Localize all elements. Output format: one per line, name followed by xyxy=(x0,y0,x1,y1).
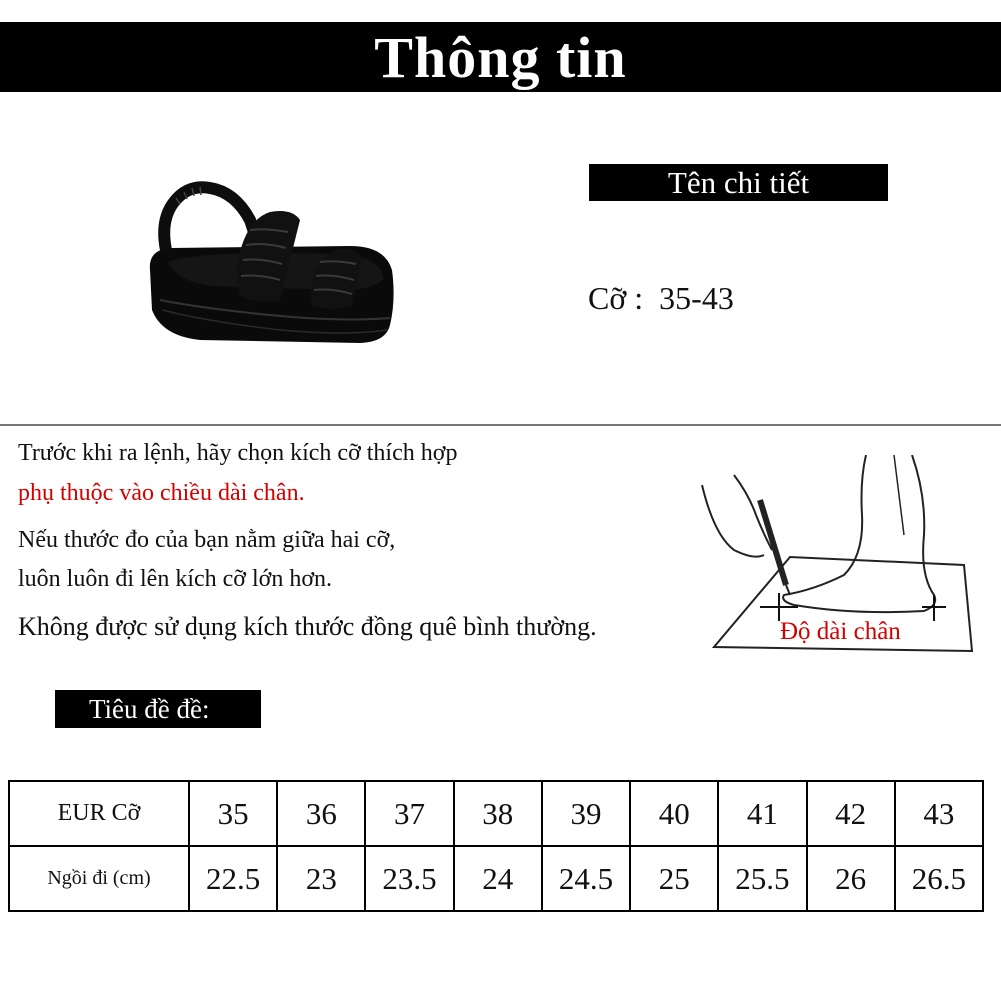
eur-size-cell: 39 xyxy=(542,781,630,846)
size-chart-subtitle: Tiêu đề đề: xyxy=(55,690,261,728)
foot-length-label: Độ dài chân xyxy=(780,618,901,645)
eur-size-cell: 43 xyxy=(895,781,983,846)
page-title-banner xyxy=(0,22,1001,92)
table-row-eur xyxy=(9,781,983,846)
row-label-cm: Ngồi đi (cm) xyxy=(9,846,189,911)
eur-size-cell: 38 xyxy=(454,781,542,846)
sandal-product-image xyxy=(140,150,430,350)
cm-length-cell: 26.5 xyxy=(895,846,983,911)
detail-tag xyxy=(589,164,888,201)
eur-size-cell: 37 xyxy=(365,781,453,846)
cm-length-cell: 24 xyxy=(454,846,542,911)
section-divider xyxy=(0,424,1001,426)
eur-size-cell: 42 xyxy=(807,781,895,846)
instruction-line-5: Không được sử dụng kích thước đồng quê bình thường. xyxy=(18,612,597,641)
size-range: Cỡ : 35-43 xyxy=(588,280,734,316)
eur-size-cell: 36 xyxy=(277,781,365,846)
size-chart-table xyxy=(8,780,984,912)
cm-length-cell: 25 xyxy=(630,846,718,911)
eur-size-cell: 41 xyxy=(718,781,806,846)
cm-length-cell: 23 xyxy=(277,846,365,911)
instruction-line-3: Nếu thước đo của bạn nằm giữa hai cỡ, xyxy=(18,527,396,553)
instruction-line-4: luôn luôn đi lên kích cỡ lớn hơn. xyxy=(18,566,333,592)
cm-length-cell: 23.5 xyxy=(365,846,453,911)
eur-size-cell: 40 xyxy=(630,781,718,846)
table-row-cm xyxy=(9,846,983,911)
detail-tag-label: Tên chi tiết xyxy=(667,165,810,200)
cm-length-cell: 22.5 xyxy=(189,846,277,911)
instruction-line-1: Trước khi ra lệnh, hãy chọn kích cỡ thích hợp xyxy=(18,440,458,466)
instruction-line-2: phụ thuộc vào chiều dài chân. xyxy=(18,480,305,506)
cm-length-cell: 24.5 xyxy=(542,846,630,911)
cm-length-cell: 25.5 xyxy=(718,846,806,911)
eur-size-cell: 35 xyxy=(189,781,277,846)
row-label-eur: EUR Cỡ xyxy=(9,781,189,846)
page-title: Thông tin xyxy=(374,25,627,90)
cm-length-cell: 26 xyxy=(807,846,895,911)
